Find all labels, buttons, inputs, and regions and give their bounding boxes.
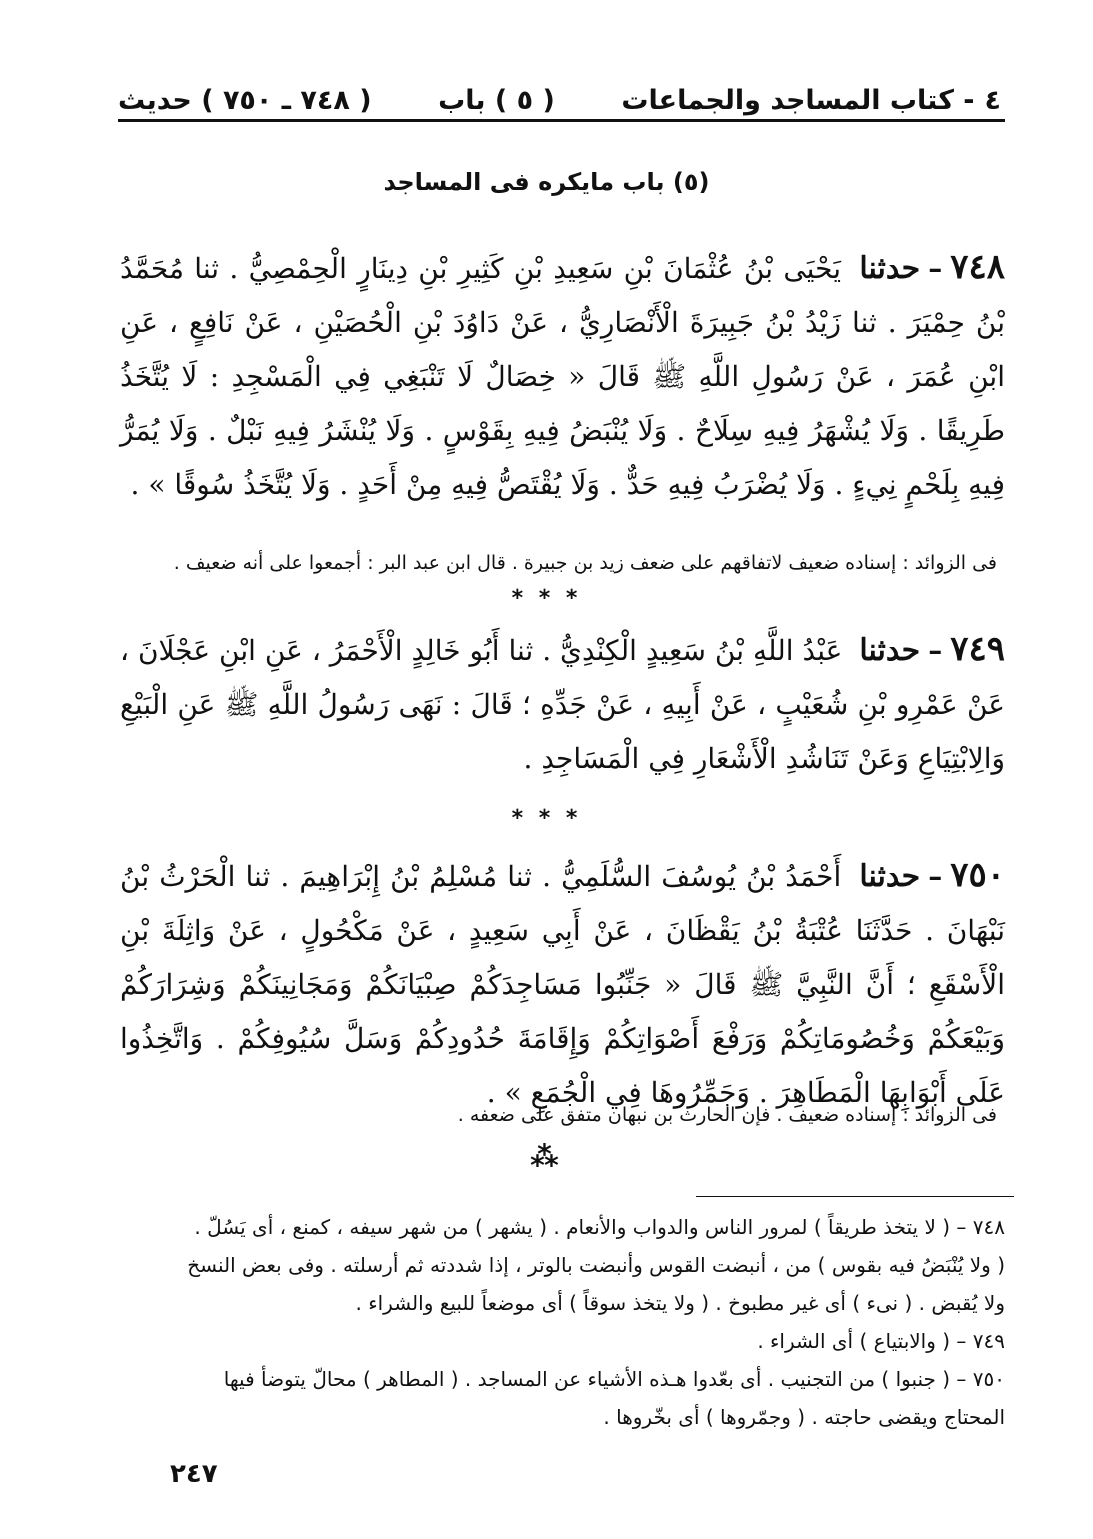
footnote-line: ( ولا يُنْبَضُ فيه بقوس ) من ، أنبضت القوس وأنبضت بالوتر ، إذا شددته ثم أرسلته . وفى بعض النسخ [187,1253,1005,1277]
header-chapter [621,85,1001,116]
footnote-line: ٧٤٨ – ( لا يتخذ طريقاً ) لمرور الناس والدواب والأنعام . ( يشهر ) من شهر سيفه ، كمنع ، أى يَسُلّ . [194,1215,1005,1239]
footnote-line: ٧٥٠ – ( جنبوا ) من التجنيب . أى بعّدوا هـذه الأشياء عن المساجد . ( المطاهر ) محالّ يتوضأ فيها [223,1367,1005,1391]
footnote-line: ولا يُقبض . ( نىء ) أى غير مطبوخ . ( ولا يتخذ سوقاً ) أى موضعاً للبيع والشراء . [355,1291,1005,1315]
hadith-lead: حدثنا [859,251,921,286]
hadith-text: أَحْمَدُ بْنُ يُوسُفَ السُّلَمِيُّ . ثنا مُسْلِمُ بْنُ إِبْرَاهِيمَ . ثنا الْحَرْثُ بْنُ نَبْهَانَ . حَدَّثَنَا عُتْبَةُ بْنُ يَقْظَانَ ، عَنْ أَبِي سَعِيدٍ ، عَنْ مَكْحُولٍ ، عَنْ وَاثِلَةَ بْنِ الْأَسْقَعِ ؛ أَنَّ النَّبِيَّ ﷺ قَالَ « جَنِّبُوا مَسَاجِدَكُمْ صِبْيَانَكُمْ وَمَجَانِينَكُمْ وَشِرَارَكُمْ وَبَيْعَكُمْ وَخُصُومَاتِكُمْ وَرَفْعَ أَصْوَاتِكُمْ وَإِقَامَةَ حُدُودِكُمْ وَسَلَّ سُيُوفِكُمْ . وَاتَّخِذُوا عَلَى أَبْوَابِهَا الْمَطَاهِرَ . وَجَمِّرُوهَا فِي الْجُمَعِ » . [120,860,1005,1109]
separator-stars: * * * [511,586,582,611]
hadith-750 [120,848,1005,1120]
separator-stars: * * * [511,806,582,831]
header-chapter-title: - كتاب المساجد والجماعات [621,85,975,116]
header-chapter-number: ٤ [984,85,1001,116]
zawaid-note-750: فى الزوائد : إسناده ضعيف . فإن الحارث بن نبهان متفق على ضعفه . [457,1104,997,1126]
hadith-dash: – [928,860,943,893]
footnote-rule [696,1196,1014,1197]
header-rule [118,119,1005,122]
header-hadith-range: ( ٧٤٨ ـ ٧٥٠ ) حديث [118,85,372,116]
zawaid-note-748: فى الزوائد : إسناده ضعيف لاتفاقهم على ضعف زيد بن جبيرة . قال ابن عبد البر : أجمعوا على أنه ضعيف . [173,552,997,574]
hadith-number: ٧٥٠ [950,855,1005,895]
footnote-line: ٧٤٩ – ( والابتياع ) أى الشراء . [757,1329,1005,1353]
footnotes [120,1208,1005,1436]
hadith-748 [120,240,1005,512]
hadith-number: ٧٤٩ [950,629,1005,669]
hadith-lead: حدثنا [859,859,921,894]
hadith-dash: – [928,252,943,285]
chapter-title: (٥) باب مايكره فى المساجد [383,168,710,196]
end-mark: ⁂ [530,1140,563,1173]
page-number: ٢٤٧ [170,1459,218,1489]
hadith-lead: حدثنا [859,633,921,668]
hadith-749 [120,622,1005,786]
running-header [118,72,1001,116]
hadith-number: ٧٤٨ [950,247,1005,287]
footnote-line: المحتاج ويقضى حاجته . ( وجمّروها ) أى بخّروها . [603,1405,1005,1429]
hadith-text: يَحْيَى بْنُ عُثْمَانَ بْنِ سَعِيدِ بْنِ كَثِيرِ بْنِ دِينَارٍ الْحِمْصِيُّ . ثنا مُحَمَّدُ بْنُ حِمْيَرَ . ثنا زَيْدُ بْنُ جَبِيرَةَ الْأَنْصَارِيُّ ، عَنْ دَاوُدَ بْنِ الْحُصَيْنِ ، عَنْ نَافِعٍ ، عَنِ ابْنِ عُمَرَ ، عَنْ رَسُولِ اللَّهِ ﷺ قَالَ « خِصَالٌ لَا تَنْبَغِي فِي الْمَسْجِدِ : لَا يُتَّخَذُ طَرِيقًا . وَلَا يُشْهَرُ فِيهِ سِلَاحٌ . وَلَا يُنْبَضُ فِيهِ بِقَوْسٍ . وَلَا يُنْشَرُ فِيهِ نَبْلٌ . وَلَا يُمَرُّ فِيهِ بِلَحْمٍ نِيءٍ . وَلَا يُضْرَبُ فِيهِ حَدٌّ . وَلَا يُقْتَصُّ فِيهِ مِنْ أَحَدٍ . وَلَا يُتَّخَذُ سُوقًا » . [120,252,1005,501]
hadith-dash: – [928,634,943,667]
header-bab-ref: ( ٥ ) باب [438,85,555,116]
hadith-text: عَبْدُ اللَّهِ بْنُ سَعِيدٍ الْكِنْدِيُّ . ثنا أَبُو خَالِدٍ الْأَحْمَرُ ، عَنِ ابْنِ عَجْلَانَ ، عَنْ عَمْرِو بْنِ شُعَيْبٍ ، عَنْ أَبِيهِ ، عَنْ جَدِّهِ ؛ قَالَ : نَهَى رَسُولُ اللَّهِ ﷺ عَنِ الْبَيْعِ وَالِابْتِيَاعِ وَعَنْ تَنَاشُدِ الْأَشْعَارِ فِي الْمَسَاجِدِ . [120,634,1005,775]
